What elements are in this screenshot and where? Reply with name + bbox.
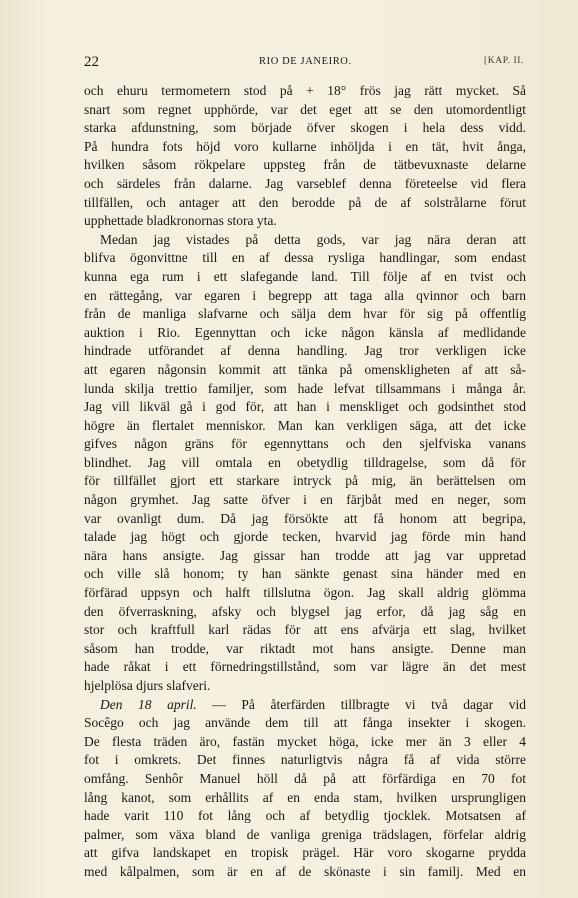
text-line: och ville slå honom; ty han sänkte genast sina händer med en (84, 566, 526, 582)
text-line: blifva ögonvittne till en af dessa rysliga handlingar, som endast (84, 250, 526, 266)
text-line: från de manliga slafvarne och sälja dem hvar för sig på offentlig (84, 306, 526, 322)
text-line: lång kanot, som erhållits af en enda stam, hvilken ursprungligen (84, 789, 526, 805)
text-line: var ovanligt dum. Då jag försökte att få honom att begripa, (84, 510, 526, 526)
text-line: någon grymhet. Jag satte öfver i en färjbåt med en neger, som (84, 492, 526, 508)
page-number: 22 (84, 54, 99, 70)
text-line: Den 18 april. — På återfärden tillbragte vi två dagar vid (100, 696, 526, 712)
text-line: tillfällen, och antager att den berodde på de af solstrålarne förut (84, 194, 526, 210)
text-line: den öfverraskning, afsky och blygsel jag erfor, då jag såg en (84, 603, 526, 619)
text-line: och särdeles från dalarne. Jag varseblef denna företeelse vid flera (84, 175, 526, 191)
text-line: hjelplösa djurs slafveri. (84, 678, 211, 693)
page-header (84, 54, 524, 72)
text-line: en rättegång, var egaren i begrepp att taga alla qvinnor och barn (84, 287, 526, 303)
chapter-reference: [KAP. II. (484, 56, 524, 66)
running-title: RIO DE JANEIRO. (259, 56, 352, 67)
text-line: och ehuru termometern stod på + 18° frös jag rätt mycket. Så (84, 83, 526, 98)
text-line: stor och kraftfull karl rädas för att ens afvärja ett slag, hvilket (84, 622, 526, 638)
text-line: nära hans ansigte. Jag gissar han trodde att jag var uppretad (84, 547, 526, 563)
text-line: för tillfället gjort ett starkare intryck på mig, än berättelsen om (84, 473, 526, 489)
text-line: snart som regnet upphörde, var det eget att se den utomordentligt (84, 101, 526, 117)
text-line: lunda skilja trettio familjer, som hade lefvat tillsammans i många år. (84, 380, 526, 396)
text-line: Medan jag vistades på detta gods, var jag nära deran att (100, 231, 526, 247)
text-line: förfärad uppsyn och halft tillslutna ögon. Jag skall aldrig glömma (84, 585, 526, 601)
text-line: upphettade bladkronornas stora yta. (84, 213, 277, 229)
text-line: fot i omkrets. Det finnes naturligtvis några få af vida större (84, 752, 526, 768)
text-line: Jag vill likväl gå i god för, att han i menskliget och godsinthet stod (84, 399, 526, 415)
text-line: såsom han trodde, var riktadt mot hans ansigte. Denne man (84, 640, 526, 656)
text-line: talade jag högt och gjorde tecken, hvarvid jag förde min hand (84, 529, 526, 545)
text-line: blindhet. Jag vill omtala en obetydlig tilldragelse, som då för (84, 454, 526, 470)
body-text (84, 82, 526, 882)
text-line: På hundra fots höjd voro kullarne inhöljda i en tät, hvit ånga, (84, 138, 526, 154)
text-line: Socêgo och jag använde dem till att fånga insekter i skogen. (84, 715, 526, 731)
text-line: att gifva landskapet en tropisk prägel. Här voro skogarne prydda (84, 845, 526, 861)
text-line: hindrade utförandet af denna handling. Jag tror verkligen icke (84, 343, 526, 359)
text-line: De flesta träden äro, fastän mycket höga, icke mer än 3 eller 4 (84, 733, 526, 749)
text-line: att egaren någonsin kommit att tänka på omenskligheten af att så- (84, 361, 526, 377)
text-line: hade varit 110 fot lång och af betydlig tjocklek. Motsatsen af (84, 808, 526, 824)
text-line: hvilken såsom rökpelare uppsteg från de tätbevuxnaste delarne (84, 157, 526, 173)
text-line: kunna ega rum i ett slafegande land. Till följe af en tvist och (84, 268, 526, 284)
text-line: hade råkat i ett förnedringstillstånd, som var lägre än det mest (84, 659, 526, 675)
date-heading: Den 18 april. (100, 696, 197, 712)
text-line: högre än flertalet menniskor. Man kan verkligen säga, att det icke (84, 417, 526, 433)
text-line: palmer, som växa bland de vanliga greniga trädslagen, förfelar aldrig (84, 826, 526, 842)
text-line: omfång. Senhôr Manuel höll då på att förfärdiga en 70 fot (84, 770, 526, 786)
text-line: starka afdunstning, som började öfver skogen i hela dess vidd. (84, 120, 526, 136)
text-line: med kålpalmen, som är en af de skönaste i sin familj. Med en (84, 863, 526, 879)
text-line: auktion i Rio. Egennyttan och icke någon känsla af medlidande (84, 324, 526, 340)
text-line: gifves någon gräns för egennyttans och den sjelfviska vanans (84, 436, 526, 452)
